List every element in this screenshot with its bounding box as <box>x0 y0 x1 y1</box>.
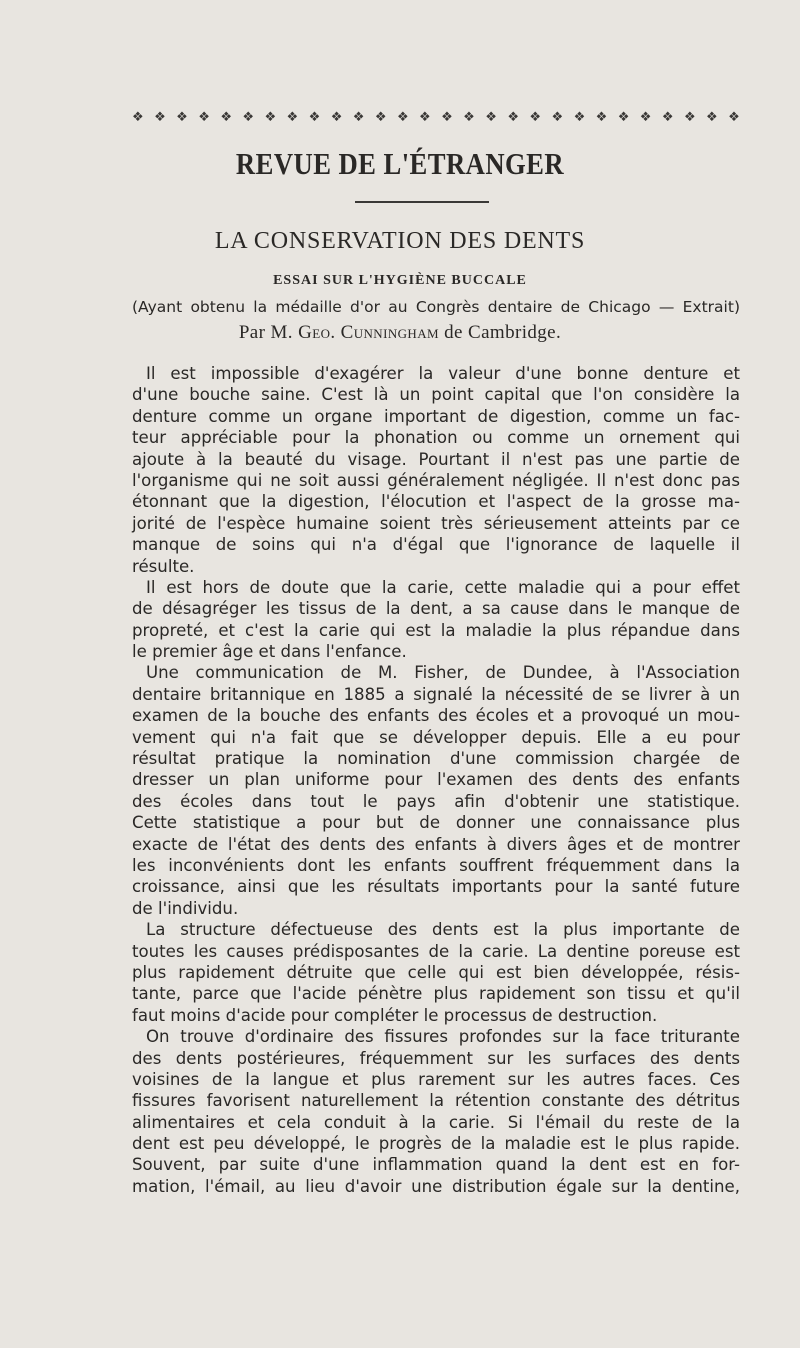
text-line: le premier âge et dans l'enfance. <box>132 642 407 662</box>
ornament-glyph: ❖ <box>551 109 564 125</box>
ornament-glyph: ❖ <box>595 109 608 125</box>
ornament-glyph: ❖ <box>374 109 387 125</box>
ornament-glyph: ❖ <box>330 109 343 125</box>
ornament-glyph: ❖ <box>220 109 232 125</box>
text-line: denture comme un organe important de digestion, comme un fac- <box>132 406 740 426</box>
text-line: croissance, ainsi que les résultats importants pour la santé future <box>132 877 740 897</box>
ornament-glyph: ❖ <box>507 109 519 125</box>
ornament-glyph: ❖ <box>529 109 542 125</box>
text-line: des dents postérieures, fréquemment sur les surfaces des dents <box>132 1048 740 1068</box>
text-line: dentaire britannique en 1885 a signalé la nécessité de se livrer à un <box>132 684 740 704</box>
text-line: ajoute à la beauté du visage. Pourtant il n'est pas une partie de <box>132 449 740 469</box>
author-prefix: Par M. <box>238 322 293 343</box>
ornament-glyph: ❖ <box>419 109 431 125</box>
article-subtitle: ESSAI SUR L'HYGIÈNE BUCCALE <box>273 273 527 288</box>
ornament-glyph: ❖ <box>639 109 652 125</box>
ornament-glyph: ❖ <box>463 109 475 125</box>
text-line: Il est hors de doute que la carie, cette maladie qui a pour effet <box>146 577 740 597</box>
text-line: résultat pratique la nomination d'une commission chargée de <box>132 749 740 769</box>
ornament-glyph: ❖ <box>132 109 144 125</box>
text-line: On trouve d'ordinaire des fissures profondes sur la face triturante <box>146 1027 740 1047</box>
ornament-glyph: ❖ <box>154 109 166 125</box>
text-line: teur appréciable pour la phonation ou comme un ornement qui <box>132 428 740 448</box>
text-line: jorité de l'espèce humaine soient très sérieusement atteints par ce <box>132 513 740 533</box>
ornament-glyph: ❖ <box>728 109 740 125</box>
ornamental-border <box>132 108 740 126</box>
text-line: alimentaires et cela conduit à la carie. Si l'émail du reste de la <box>132 1112 740 1132</box>
ornament-glyph: ❖ <box>352 109 365 125</box>
ornament-glyph: ❖ <box>661 109 674 125</box>
ornament-glyph: ❖ <box>264 109 277 125</box>
text-line: de l'individu. <box>132 898 239 918</box>
paragraph <box>132 363 740 577</box>
text-line: étonnant que la digestion, l'élocution et l'aspect de la grosse ma- <box>132 492 740 512</box>
text-line: manque de soins qui n'a d'égal que l'ignorance de laquelle il <box>132 535 740 555</box>
ornament-glyph: ❖ <box>198 109 210 125</box>
text-line: Il est impossible d'exagérer la valeur d'une bonne denture et <box>146 364 740 383</box>
author-suffix: de Cambridge. <box>444 322 562 343</box>
text-line: les inconvénients dont les enfants souffrent fréquemment dans la <box>132 855 740 875</box>
text-line: voisines de la langue et plus rarement sur les autres faces. Ces <box>132 1069 740 1089</box>
text-line: dresser un plan uniforme pour l'examen des dents des enfants <box>132 770 740 790</box>
text-line: résulte. <box>132 556 195 576</box>
text-line: mation, l'émail, au lieu d'avoir une distribution égale sur la dentine, <box>132 1176 740 1196</box>
ornament-glyph: ❖ <box>683 109 696 125</box>
ornament-glyph: ❖ <box>441 109 453 125</box>
text-line: fissures favorisent naturellement la rétention constante des détritus <box>132 1091 740 1111</box>
paragraph <box>132 577 740 663</box>
article-body <box>132 363 740 1197</box>
text-line: faut moins d'acide pour compléter le processus de destruction. <box>132 1005 658 1025</box>
text-line: de désagréger les tissus de la dent, a sa cause dans le manque de <box>132 599 740 619</box>
paragraph <box>132 1026 740 1197</box>
text-line: exacte de l'état des dents des enfants à divers âges et de montrer <box>132 834 740 854</box>
text-line: tante, parce que l'acide pénètre plus rapidement son tissu et qu'il <box>132 984 740 1004</box>
ornament-glyph: ❖ <box>242 109 255 125</box>
text-line: toutes les causes prédisposantes de la carie. La dentine poreuse est <box>132 941 740 961</box>
ornament-glyph: ❖ <box>485 109 497 125</box>
article-note: (Ayant obtenu la médaille d'or au Congrès dentaire de Chicago — Extrait) <box>132 298 740 316</box>
title-divider <box>355 201 489 203</box>
ornament-glyph: ❖ <box>617 109 630 125</box>
text-line: Souvent, par suite d'une inflammation quand la dent est en for- <box>132 1155 740 1175</box>
text-line: propreté, et c'est la carie qui est la maladie la plus répandue dans <box>132 620 740 640</box>
ornament-glyph: ❖ <box>176 109 188 125</box>
paragraph <box>132 662 740 919</box>
paragraph <box>132 919 740 1026</box>
author-line <box>0 322 800 344</box>
ornament-glyph: ❖ <box>286 109 299 125</box>
author-name: Geo. Cunningham <box>298 322 439 343</box>
text-line: La structure défectueuse des dents est la plus importante de <box>146 920 740 940</box>
ornament-glyph: ❖ <box>396 109 409 125</box>
ornament-glyph: ❖ <box>573 109 586 125</box>
text-line: l'organisme qui ne soit aussi généralement négligée. Il n'est donc pas <box>132 470 740 490</box>
ornament-glyph: ❖ <box>706 109 718 125</box>
text-line: des écoles dans tout le pays afin d'obtenir une statistique. <box>132 791 740 811</box>
text-line: dent est peu développé, le progrès de la maladie est le plus rapide. <box>132 1134 740 1154</box>
text-line: plus rapidement détruite que celle qui est bien développée, résis- <box>132 962 740 982</box>
text-line: vement qui n'a fait que se développer depuis. Elle a eu pour <box>132 727 740 747</box>
text-line: examen de la bouche des enfants des écoles et a provoqué un mou- <box>132 706 740 726</box>
text-line: d'une bouche saine. C'est là un point capital que l'on considère la <box>132 385 740 405</box>
ornament-glyph: ❖ <box>308 109 321 125</box>
article-title: LA CONSERVATION DES DENTS <box>214 228 586 254</box>
text-line: Une communication de M. Fisher, de Dundee, à l'Association <box>146 663 740 683</box>
section-title: REVUE DE L'ÉTRANGER <box>235 146 565 181</box>
text-line: Cette statistique a pour but de donner une connaissance plus <box>132 813 740 833</box>
